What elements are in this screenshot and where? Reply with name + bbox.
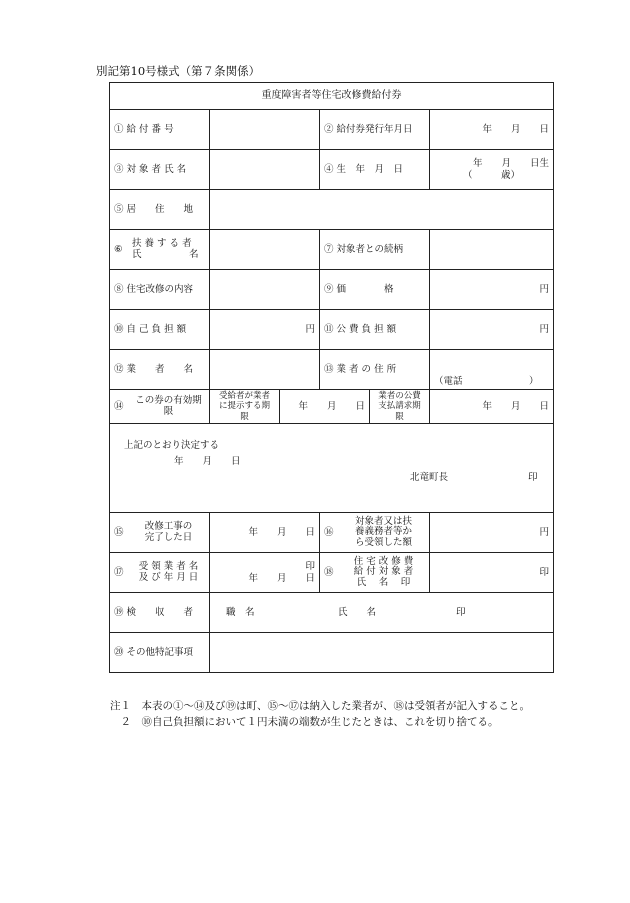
- label-billing-period: [370, 390, 430, 424]
- inspector-seal: 印: [456, 606, 466, 618]
- inspector-title: 職 名: [226, 606, 255, 618]
- field-self-pay[interactable]: 円: [210, 310, 320, 350]
- validity-label-line2: 限: [163, 405, 174, 417]
- label-presentation-period: [210, 390, 280, 424]
- billing-line3: 限: [395, 411, 404, 422]
- label-self-pay: ⑩ 自 己 負 担 額: [110, 310, 210, 350]
- label-supporter-name: [110, 230, 210, 270]
- field-renovation-content[interactable]: [210, 270, 320, 310]
- label-other-notes: ⑳ その他特記事項: [110, 633, 210, 673]
- beneficiary-line1: 住 宅 改 修 費: [353, 555, 414, 567]
- label-renovation-content: ⑧ 住宅改修の内容: [110, 270, 210, 310]
- note-1: 注１ 本表の①～⑭及び⑲は町、⑮～⑰は納入した業者が、⑱は受領者が記入すること。: [110, 700, 530, 712]
- field-receiving-contractor[interactable]: [210, 553, 320, 593]
- field-inspector[interactable]: [210, 593, 554, 633]
- decision-text: 上記のとおり決定する: [124, 440, 220, 451]
- field-contractor-address[interactable]: （電話 ）: [430, 350, 554, 390]
- field-issue-date[interactable]: 年 月 日: [430, 110, 554, 150]
- decision-section: [110, 424, 554, 513]
- receiving-line1: 受 領 業 者 名: [138, 561, 199, 573]
- received-line2: 養義務者等か: [354, 526, 412, 538]
- field-public-pay[interactable]: 円: [430, 310, 554, 350]
- label-receiving-contractor: [110, 553, 210, 593]
- completion-line2: 完了した日: [144, 531, 193, 543]
- field-subject-name[interactable]: [210, 150, 320, 190]
- receiving-seal: 印: [305, 561, 315, 573]
- label-contractor-name: ⑫ 業 者 名: [110, 350, 210, 390]
- presentation-line1: 受給者が業者: [218, 391, 270, 402]
- field-completion-date[interactable]: 年 月 日: [210, 513, 320, 553]
- supporter-label-line1: 扶 養 す る 者: [132, 238, 192, 250]
- field-grant-number[interactable]: [210, 110, 320, 150]
- label-completion-date: [110, 513, 210, 553]
- label-public-pay: ⑪ 公 費 負 担 額: [320, 310, 430, 350]
- mayor-title: 北竜町長: [410, 472, 449, 483]
- mayor-seal: 印: [528, 472, 538, 483]
- presentation-line3: 限: [240, 411, 249, 422]
- inspector-name: 氏 名: [338, 606, 377, 618]
- label-residence: ⑤ 居 住 地: [110, 190, 210, 230]
- receiving-number: ⑰: [114, 566, 124, 578]
- label-beneficiary: [320, 553, 430, 593]
- label-received-amount: [320, 513, 430, 553]
- beneficiary-line3: 氏 名 印: [356, 576, 411, 588]
- beneficiary-line2: 給 付 対 象 者: [353, 566, 414, 578]
- label-relationship: ⑦ 対象者との続柄: [320, 230, 430, 270]
- field-price[interactable]: 円: [430, 270, 554, 310]
- notes: [110, 698, 530, 731]
- received-number: ⑯: [324, 526, 334, 538]
- validity-label-line1: この券の有効期: [135, 395, 202, 407]
- receiving-date: 年 月 日: [248, 572, 315, 584]
- field-presentation-period[interactable]: 年 月 日: [280, 390, 370, 424]
- age-text: （ 歳）: [463, 169, 521, 181]
- label-birth-date: ④ 生 年 月 日: [320, 150, 430, 190]
- field-relationship[interactable]: [430, 230, 554, 270]
- field-supporter-name[interactable]: [210, 230, 320, 270]
- label-inspector: ⑲ 検 収 者: [110, 593, 210, 633]
- field-residence[interactable]: [210, 190, 554, 230]
- birth-date-text: 年 月 日生: [473, 158, 550, 170]
- received-line1: 対象者又は扶: [354, 515, 412, 527]
- field-contractor-name[interactable]: [210, 350, 320, 390]
- completion-line1: 改修工事の: [144, 521, 193, 533]
- field-other-notes[interactable]: [210, 633, 554, 673]
- field-billing-period[interactable]: 年 月 日: [430, 390, 554, 424]
- field-received-amount[interactable]: 円: [430, 513, 554, 553]
- completion-number: ⑮: [114, 526, 124, 538]
- billing-line1: 業者の公費: [378, 391, 421, 402]
- label-validity-period: [110, 390, 210, 424]
- validity-number: ⑭: [114, 400, 124, 412]
- form-number: 別記第10号様式（第７条関係）: [96, 64, 261, 78]
- billing-line2: 支払請求期: [378, 401, 421, 412]
- supporter-label-line2: 氏 名: [132, 248, 199, 260]
- received-line3: ら受領した額: [354, 536, 412, 548]
- form-title: 重度障害者等住宅改修費給付券: [110, 83, 554, 110]
- note-2: ２ ⑩自己負担額において１円未満の端数が生じたときは、これを切り捨てる。: [110, 716, 499, 729]
- presentation-line2: に提示する期: [218, 401, 270, 412]
- label-contractor-address: ⑬ 業 者 の 住 所: [320, 350, 430, 390]
- receiving-line2: 及 び 年 月 日: [138, 571, 199, 583]
- beneficiary-number: ⑱: [324, 566, 334, 578]
- label-subject-name: ③ 対 象 者 氏 名: [110, 150, 210, 190]
- label-issue-date: ② 給付券発行年月日: [320, 110, 430, 150]
- label-price: ⑨ 価 格: [320, 270, 430, 310]
- field-beneficiary-seal[interactable]: 印: [430, 553, 554, 593]
- supporter-number: ⑥: [114, 243, 123, 255]
- label-grant-number: ① 給 付 番 号: [110, 110, 210, 150]
- field-birth-date[interactable]: [430, 150, 554, 190]
- decision-date: 年 月 日: [174, 456, 241, 467]
- voucher-form: [109, 82, 554, 673]
